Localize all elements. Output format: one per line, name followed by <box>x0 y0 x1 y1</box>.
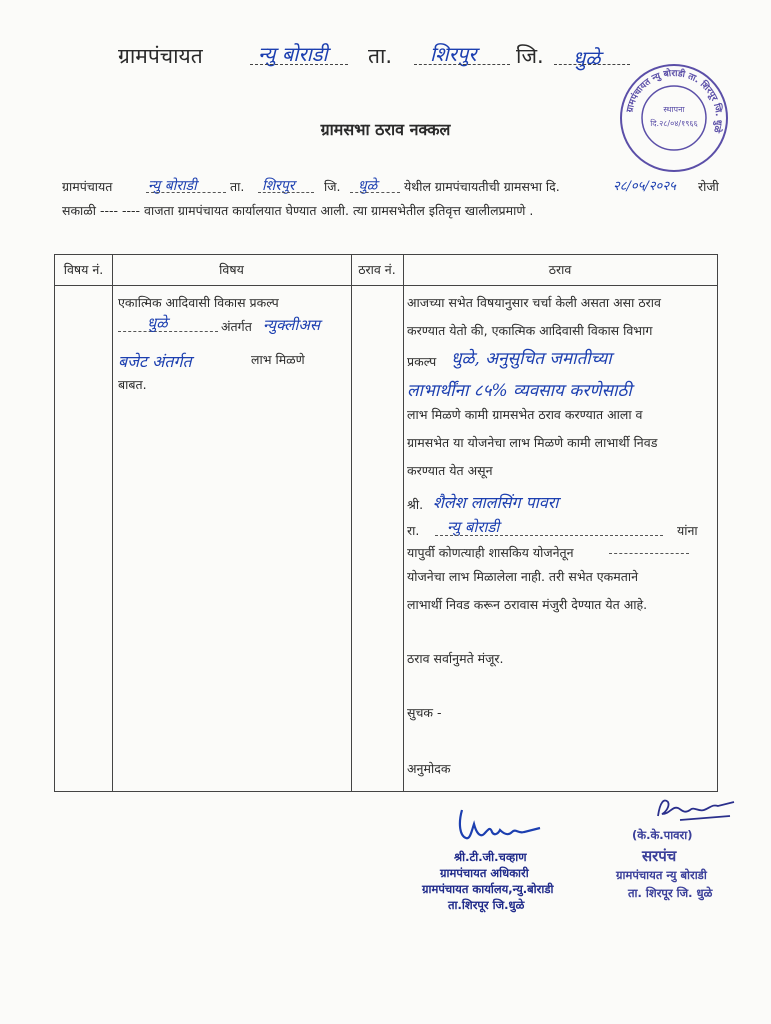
res-shri: श्री. <box>407 497 424 512</box>
sarpanch-gp: ग्रामपंचायत न्यु बोराडी <box>616 868 707 882</box>
res-line-7: करण्यात येत असून <box>407 463 493 478</box>
header-resolution: ठराव <box>548 262 572 277</box>
stamp-ring-text: ग्रामपंचायत न्यु बोराडी ता. शिरपूर जि. धुळे <box>625 68 724 134</box>
officer-office: ग्रामपंचायत कार्यालय,न्यु.बोराडी <box>422 882 554 896</box>
resolution-table <box>54 254 718 792</box>
res-line-1: आजच्या सभेत विषयानुसार चर्चा केली असता असा ठराव <box>407 295 661 310</box>
res-village-hw: न्यु बोराडी <box>447 518 500 536</box>
res-ra: रा. <box>407 523 420 538</box>
header-gp-label: ग्रामपंचायत <box>118 44 203 68</box>
res-suchak: सुचक - <box>407 705 442 720</box>
res-yanna: यांना <box>677 523 698 538</box>
subject-line-1: एकात्मिक आदिवासी विकास प्रकल्प <box>118 295 279 310</box>
res-anumodak: अनुमोदक <box>407 761 451 776</box>
intro-gp-label: ग्रामपंचायत <box>62 179 113 194</box>
officer-name: श्री.टी.जी.चव्हाण <box>454 850 527 864</box>
sarpanch-name: (के.के.पावरा) <box>632 828 693 842</box>
intro-line-2: सकाळी ---- ---- वाजता ग्रामपंचायत कार्यालयात घेण्यात आली. त्या ग्रामसभेतील इतिवृत्त खालीलप्रमाणे . <box>62 203 534 218</box>
res-line-10: यापुर्वी कोणत्याही शासकिय योजनेतून <box>407 545 574 560</box>
intro-taluka-label: ता. <box>230 179 245 194</box>
header-subject-no: विषय नं. <box>63 262 104 277</box>
intro-gp-name: न्यु बोराडी <box>148 178 197 194</box>
subject-scheme-hw: न्युक्लीअस <box>263 316 320 334</box>
intro-district-line <box>350 192 400 193</box>
sarpanch-title: सरपंच <box>642 847 677 865</box>
subject-project-hw: धुळे <box>147 314 168 332</box>
header-resolution-no: ठराव नं. <box>358 262 396 277</box>
header-district-label: जि. <box>516 44 544 68</box>
subject-labh: लाभ मिळणे <box>251 352 305 367</box>
subject-antargat: अंतर्गत <box>221 319 252 334</box>
res-line-12: लाभार्थी निवड करून ठरावास मंजुरी देण्यात येत आहे. <box>407 597 648 612</box>
officer-signature-icon <box>454 804 544 846</box>
intro-taluka: शिरपुर <box>262 178 295 194</box>
intro-gp-line <box>146 192 226 193</box>
intro-line-1 <box>62 176 722 200</box>
header-gp-line <box>250 64 348 65</box>
header-taluka-label: ता. <box>368 44 393 68</box>
res-approved: ठराव सर्वानुमते मंजूर. <box>407 651 504 666</box>
officer-place: ता.शिरपूर जि.धुळे <box>448 898 525 912</box>
res-hw-line-4: लाभार्थींना ८५% व्यवसाय करणेसाठी <box>407 381 632 401</box>
header-district: धुळे <box>573 46 601 70</box>
table-col-divider-3 <box>403 255 404 791</box>
stamp-center-date: दि.२८/०४/१९६६ <box>650 119 698 128</box>
sarpanch-signature-icon <box>650 792 740 826</box>
subject-budget-hw: बजेट अंतर्गत <box>118 352 192 371</box>
header-subject: विषय <box>219 262 244 277</box>
res-line-2: करण्यात येतो की, एकात्मिक आदिवासी विकास विभाग <box>407 323 653 338</box>
table-col-divider-1 <box>112 255 113 791</box>
res-line-5: लाभ मिळणे कामी ग्रामसभेत ठराव करण्यात आला व <box>407 407 643 422</box>
header-gp-name: न्यु बोराडी <box>258 42 328 66</box>
intro-roji: रोजी <box>698 179 719 194</box>
officer-title: ग्रामपंचायत अधिकारी <box>440 866 529 880</box>
sarpanch-signature-block <box>598 790 758 910</box>
res-line-6: ग्रामसभेत या योजनेचा लाभ मिळणे कामी लाभार्थी निवड <box>407 435 658 450</box>
document-title: ग्रामसभा ठराव नक्कल <box>320 120 451 139</box>
header-taluka: शिरपुर <box>430 42 477 66</box>
subject-project-line <box>118 315 218 332</box>
officer-signature-block <box>408 800 588 920</box>
res-line-11: योजनेचा लाभ मिळालेला नाही. तरी सभेत एकमताने <box>407 569 639 584</box>
table-col-divider-2 <box>351 255 352 791</box>
res-hw-line-3: धुळे, अनुसुचित जमातीच्या <box>451 349 612 369</box>
intro-date: २८/०५/२०२५ <box>613 179 676 194</box>
document-header <box>118 38 638 78</box>
stamp-center-top: स्थापना <box>663 105 685 114</box>
intro-district-label: जि. <box>324 179 341 194</box>
intro-taluka-line <box>258 192 314 193</box>
res-beneficiary-name-hw: शैलेश लालसिंग पावरा <box>433 493 559 512</box>
res-line-10-dash <box>609 541 689 554</box>
subject-babat: बाबत. <box>118 377 147 392</box>
res-prakalp: प्रकल्प <box>407 354 437 369</box>
gram-panchayat-stamp <box>618 62 730 174</box>
header-taluka-line <box>414 64 510 65</box>
intro-sabha-text: येथील ग्रामपंचायतीची ग्रामसभा दि. <box>404 179 560 194</box>
table-header-divider <box>55 285 717 286</box>
intro-district: धुळे <box>358 178 378 194</box>
res-village-line <box>435 523 663 536</box>
sarpanch-place: ता. शिरपूर जि. धुळे <box>628 886 713 900</box>
